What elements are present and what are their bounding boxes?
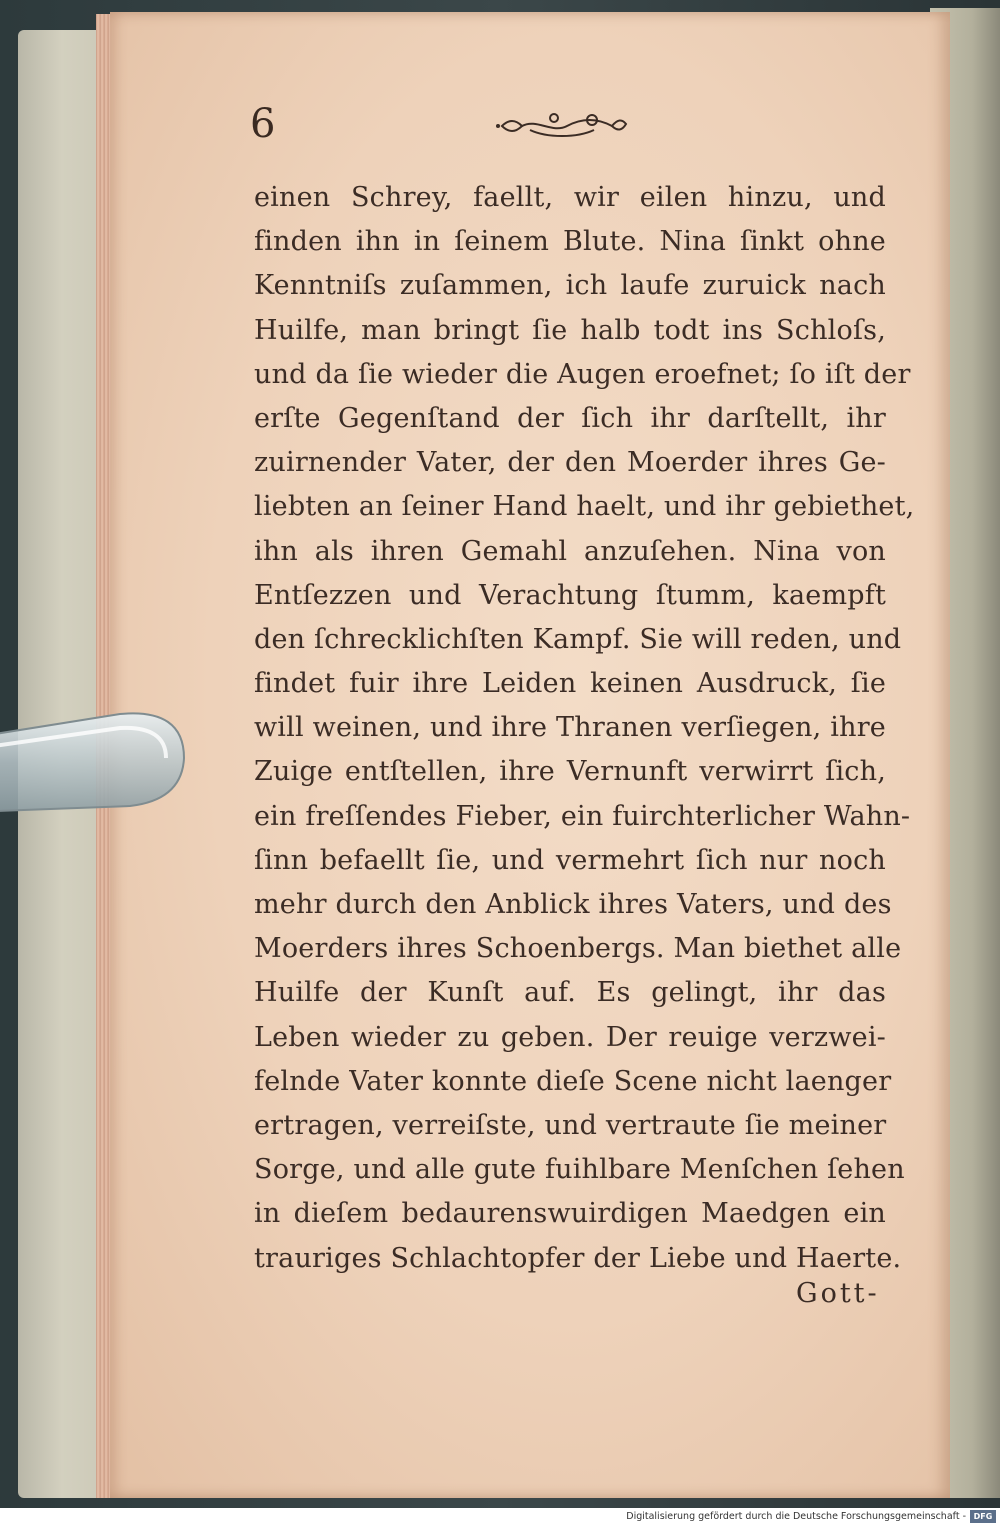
text-line: ihn als ihren Gemahl anzuſehen. Nina von [254,535,886,567]
text-line: Huilfe, man bringt ſie halb todt ins Schloſs, [254,314,886,346]
body-text [254,176,915,1281]
text-line: liebten an ſeiner Hand haelt, und ihr gebiethet, [254,491,915,523]
catchword: Gott- [796,1278,880,1309]
text-line: zuirnender Vater, der den Moerder ihres Ge- [254,447,886,479]
text-line: Moerders ihres Schoenbergs. Man biethet alle [254,933,902,965]
text-line: Huilfe der Kunſt auf. Es gelingt, ihr das [254,977,886,1009]
page-number: 6 [250,101,276,147]
footer-bar [0,1508,1000,1526]
text-line: den ſchrecklichſten Kampf. Sie will reden, und [254,623,902,655]
text-line: in dieſem bedaurenswuirdigen Maedgen ein [254,1198,886,1230]
digitization-credit: Digitalisierung gefördert durch die Deutsche Forschungsgemeinschaft - [626,1511,966,1522]
text-line: ſinn befaellt ſie, und vermehrt ſich nur noch [254,844,886,876]
text-line: findet fuir ihre Leiden keinen Ausdruck, ſie [254,668,886,700]
text-line: Kenntniſs zuſammen, ich laufe zuruick nach [254,270,886,302]
text-line: und da ſie wieder die Augen eroefnet; ſo iſt der [254,358,911,390]
text-line: einen Schrey, faellt, wir eilen hinzu, und [254,182,886,213]
dfg-logo: DFG [970,1510,996,1523]
text-line: will weinen, und ihre Thranen verſiegen, ihre [254,712,886,744]
text-line: Leben wieder zu geben. Der reuige verzwei- [254,1021,886,1053]
text-line: Zuige entſtellen, ihre Vernunft verwirrt ſich, [254,756,886,788]
text-line: trauriges Schlachtopfer der Liebe und Haerte. [254,1242,902,1274]
text-line: Sorge, und alle gute fuihlbare Menſchen ſehen [254,1154,905,1186]
text-line: erſte Gegenſtand der ſich ihr darſtellt, ihr [254,402,886,434]
page-holder-clip [0,708,186,818]
text-line: finden ihn in ſeinem Blute. Nina ſinkt ohne [254,226,886,258]
text-line: Entſezzen und Verachtung ſtumm, kaempft [254,579,886,611]
text-line: felnde Vater konnte dieſe Scene nicht laenger [254,1065,892,1097]
header-ornament-icon [492,108,632,144]
text-line: ertragen, verreiſste, und vertraute ſie meiner [254,1109,887,1141]
text-line: ein freſſendes Fieber, ein fuirchterlicher Wahn- [254,800,911,832]
text-line: mehr durch den Anblick ihres Vaters, und des [254,889,892,920]
